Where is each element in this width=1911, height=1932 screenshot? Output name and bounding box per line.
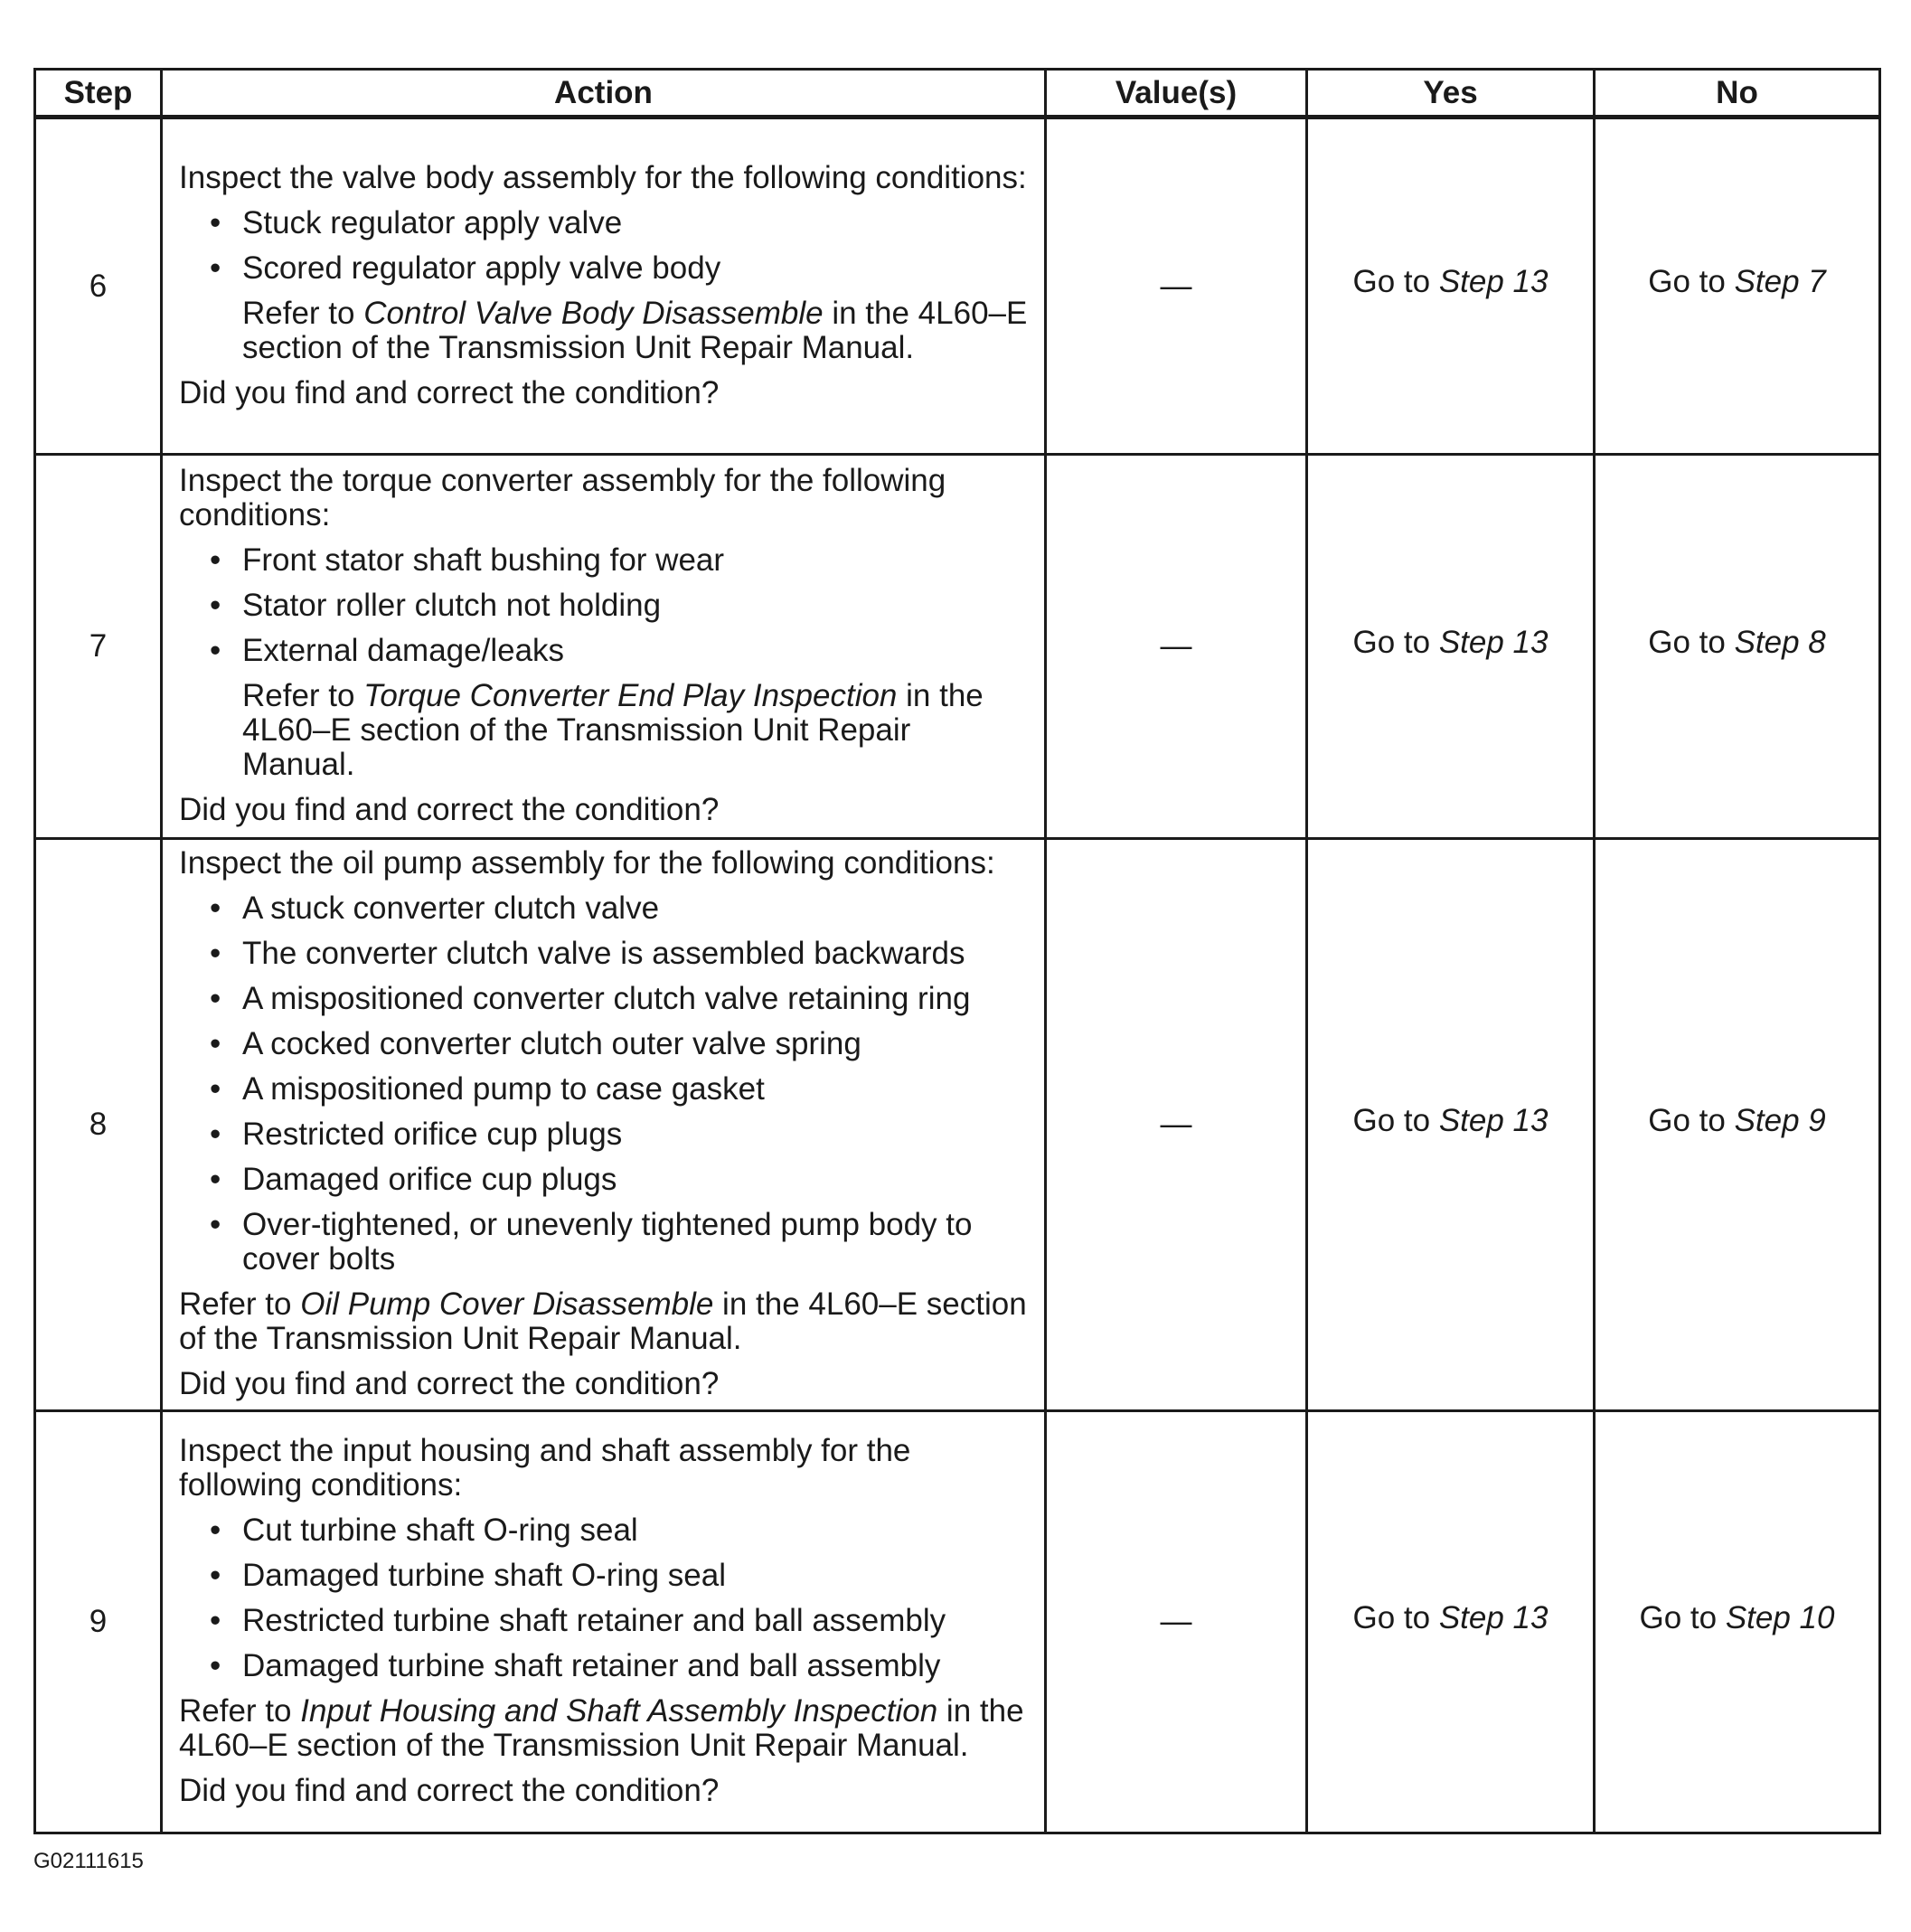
- value-cell: —: [1046, 118, 1307, 455]
- condition-list: [179, 1513, 1031, 1683]
- bullet-icon: •: [210, 204, 221, 240]
- bullet-icon: •: [210, 588, 221, 623]
- no-step-link: Step 8: [1734, 624, 1826, 660]
- table-header-row: [35, 70, 1880, 118]
- yes-step-link: Step 13: [1438, 1102, 1549, 1138]
- yes-step-link: Step 13: [1438, 264, 1549, 299]
- no-cell: Go to Step 8: [1595, 455, 1880, 839]
- condition-list: [179, 206, 1031, 286]
- bullet-icon: •: [210, 1207, 221, 1242]
- reference-title: Oil Pump Cover Disassemble: [300, 1286, 714, 1322]
- header-step: Step: [35, 70, 162, 118]
- table-row: [35, 839, 1880, 1411]
- action-intro: Inspect the valve body assembly for the following conditions:: [179, 159, 1027, 195]
- yes-cell: Go to Step 13: [1307, 839, 1595, 1411]
- bullet-icon: •: [210, 936, 221, 971]
- bullet-icon: •: [210, 542, 221, 578]
- no-cell: Go to Step 9: [1595, 839, 1880, 1411]
- header-action: Action: [162, 70, 1046, 118]
- list-item: • Restricted turbine shaft retainer and ball assembly: [210, 1603, 946, 1638]
- bullet-icon: •: [210, 1026, 221, 1061]
- action-cell: [162, 839, 1046, 1411]
- value-cell: —: [1046, 455, 1307, 839]
- table-row: [35, 1411, 1880, 1833]
- step-number: 7: [35, 455, 162, 839]
- reference-title: Input Housing and Shaft Assembly Inspection: [300, 1693, 938, 1729]
- condition-list: [179, 891, 1031, 1277]
- yes-step-link: Step 13: [1438, 624, 1549, 660]
- list-item: • Damaged turbine shaft retainer and ball assembly: [210, 1648, 941, 1683]
- bullet-icon: •: [210, 891, 221, 926]
- action-intro: Inspect the torque converter assembly for the following conditions:: [179, 463, 946, 532]
- list-item: • A stuck converter clutch valve: [210, 891, 660, 926]
- action-question: Did you find and correct the condition?: [179, 374, 720, 410]
- no-step-link: Step 9: [1734, 1102, 1826, 1138]
- no-step-link: Step 7: [1734, 264, 1826, 299]
- action-intro: Inspect the input housing and shaft assembly for the following conditions:: [179, 1433, 911, 1503]
- yes-cell: Go to Step 13: [1307, 118, 1595, 455]
- step-number: 9: [35, 1411, 162, 1833]
- no-step-link: Step 10: [1725, 1599, 1835, 1635]
- bullet-icon: •: [210, 1558, 221, 1593]
- table-row: [35, 118, 1880, 455]
- list-item: • The converter clutch valve is assembled backwards: [210, 936, 965, 971]
- condition-list: [179, 543, 1031, 668]
- list-item: • Cut turbine shaft O-ring seal: [210, 1513, 638, 1548]
- reference-note: Refer to Oil Pump Cover Disassemble in the 4L60–E section of the Transmission Unit Repair Manual.: [179, 1286, 1027, 1356]
- action-question: Did you find and correct the condition?: [179, 1773, 720, 1808]
- list-item: • Over-tightened, or unevenly tightened pump body to cover bolts: [210, 1207, 973, 1277]
- figure-id: G02111615: [33, 1849, 144, 1873]
- bullet-icon: •: [210, 981, 221, 1016]
- reference-note: Refer to Control Valve Body Disassemble in the 4L60–E section of the Transmission Unit Repair Manual.: [242, 295, 1028, 365]
- value-cell: —: [1046, 839, 1307, 1411]
- list-item: • Restricted orifice cup plugs: [210, 1117, 623, 1152]
- no-cell: Go to Step 10: [1595, 1411, 1880, 1833]
- list-item: • Front stator shaft bushing for wear: [210, 542, 725, 578]
- step-number: 6: [35, 118, 162, 455]
- list-item: • Stator roller clutch not holding: [210, 588, 662, 623]
- list-item: • A cocked converter clutch outer valve spring: [210, 1026, 861, 1061]
- list-item: • Damaged orifice cup plugs: [210, 1162, 617, 1197]
- bullet-icon: •: [210, 1513, 221, 1548]
- action-question: Did you find and correct the condition?: [179, 792, 720, 827]
- no-cell: Go to Step 7: [1595, 118, 1880, 455]
- bullet-icon: •: [210, 1117, 221, 1152]
- list-item: • A mispositioned converter clutch valve retaining ring: [210, 981, 971, 1016]
- yes-cell: Go to Step 13: [1307, 455, 1595, 839]
- reference-title: Torque Converter End Play Inspection: [363, 678, 898, 713]
- list-item: • Scored regulator apply valve body: [210, 250, 721, 286]
- action-cell: [162, 118, 1046, 455]
- action-cell: [162, 1411, 1046, 1833]
- bullet-icon: •: [210, 1162, 221, 1197]
- step-number: 8: [35, 839, 162, 1411]
- reference-note: Refer to Torque Converter End Play Inspection in the 4L60–E section of the Transmission Unit Repair Manual.: [242, 678, 984, 782]
- bullet-icon: •: [210, 1603, 221, 1638]
- header-values: Value(s): [1046, 70, 1307, 118]
- header-no: No: [1595, 70, 1880, 118]
- list-item: • Damaged turbine shaft O-ring seal: [210, 1558, 726, 1593]
- list-item: • A mispositioned pump to case gasket: [210, 1071, 765, 1107]
- list-item: • External damage/leaks: [210, 633, 565, 668]
- diagnostic-table: [33, 68, 1881, 1834]
- yes-cell: Go to Step 13: [1307, 1411, 1595, 1833]
- list-item: • Stuck regulator apply valve: [210, 204, 623, 240]
- header-yes: Yes: [1307, 70, 1595, 118]
- reference-title: Control Valve Body Disassemble: [363, 295, 824, 331]
- bullet-icon: •: [210, 633, 221, 668]
- value-cell: —: [1046, 1411, 1307, 1833]
- bullet-icon: •: [210, 1648, 221, 1683]
- action-intro: Inspect the oil pump assembly for the following conditions:: [179, 845, 995, 881]
- table-row: [35, 455, 1880, 839]
- action-question: Did you find and correct the condition?: [179, 1366, 720, 1401]
- reference-note: Refer to Input Housing and Shaft Assembly Inspection in the 4L60–E section of the Transmission Unit Repair Manual.: [179, 1693, 1024, 1763]
- bullet-icon: •: [210, 250, 221, 286]
- action-cell: [162, 455, 1046, 839]
- yes-step-link: Step 13: [1438, 1599, 1549, 1635]
- bullet-icon: •: [210, 1071, 221, 1107]
